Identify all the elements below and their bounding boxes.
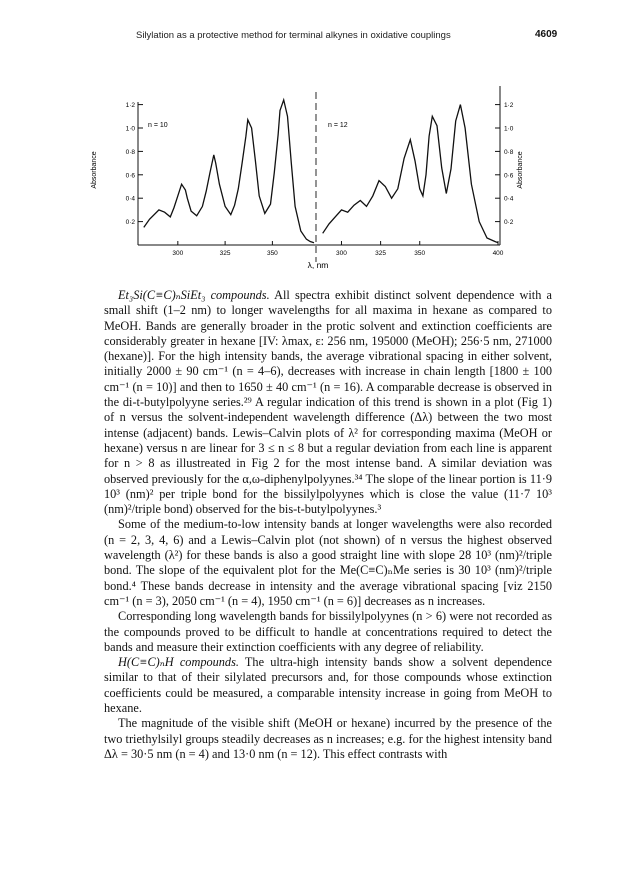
left-y-tick-label: 1·2: [125, 102, 135, 110]
right-x-tick-label: 325: [375, 250, 387, 257]
left-y-tick-label: 0·4: [125, 195, 135, 203]
paragraph-parent-polyynes: [104, 655, 552, 716]
left-panel-label: n = 10: [148, 122, 168, 129]
right-y-tick-label: 0·6: [504, 172, 514, 180]
left-x-tick-label: 325: [219, 250, 231, 257]
left-y-tick-label: 0·6: [125, 172, 135, 180]
right-spectrum-line: [323, 105, 498, 243]
left-spectrum-line: [144, 100, 314, 243]
left-y-tick-label: 0·8: [125, 148, 135, 156]
right-y-tick-label: 0·4: [504, 195, 514, 203]
running-title: Silylation as a protective method for terminal alkynes in oxidative couplings: [136, 30, 451, 41]
right-x-tick-label: 400: [492, 250, 504, 257]
section-heading-parent: H(C≡C)ₙH compounds.: [118, 655, 239, 670]
article-body: [104, 288, 552, 762]
section-heading-silylated: Et₃Si(C≡C)ₙSiEt₃ compounds.: [118, 288, 270, 302]
right-y-axis-label: Absorbance: [517, 151, 524, 189]
left-y-axis-label: Absorbance: [91, 151, 98, 189]
right-x-tick-label: 300: [336, 250, 347, 257]
left-y-tick-label: 0·2: [125, 219, 135, 227]
paragraph-bissilylpolyynes: Corresponding long wavelength bands for bissilylpolyynes (n > 6) were not recorded as the compounds proved to be difficult to handle at concentrations required to detect the bands and measure their extinction coefficients with any degree of reliability.: [104, 609, 552, 654]
uv-spectra-figure: [0, 0, 624, 285]
right-y-tick-label: 0·2: [504, 219, 514, 227]
paragraph-text: The ultra-high intensity bands show a solvent dependence similar to that of their silylated precursors and, for those compounds whose extinction coefficients could be measured, a comparable intensity increase in going from MeOH to hexane.: [104, 655, 552, 716]
right-x-tick-label: 350: [414, 250, 426, 257]
right-spectrum-panel: [316, 86, 524, 257]
left-x-tick-label: 350: [266, 250, 278, 257]
paragraph-text: All spectra exhibit distinct solvent dependence with a small shift (1–2 nm) to longer wavelengths for all maxima in hexane as compared to MeOH. Bands are generally broader in the protic solvent and extinction coefficients are considerably greater in hexane [IV: λmax, ε: 256 nm, 195000 (MeOH); 256·5 nm, 271000 (hexane)]. For the high intensity bands, the average vibrational spacing in either solvent, initially 2000 ± 90 cm⁻¹ (n = 4–6), decreases with increase in chain length [1800 ± 100 cm⁻¹ (n = 10)] and then to 1650 ± 40 cm⁻¹ (n = 16). A comparable decrease is observed in the di-t-butylpolyyne series.²⁹ A regular indication of this trend is shown in a plot (Fig 1) of n versus the solvent-independent wavelength difference (Δλ) between the two most intense (adjacent) bands. Lewis–Calvin plots of λ² for corresponding maxima (MeOH or hexane) versus n are linear for 3 ≤ n ≤ 8 but a regular deviation from each line is apparent for n > 8 as illustreated in Fig 2 for the most intense band. A similar deviation was observed previously for the α,ω-diphenylpolyynes.³⁴ The slope of the linear portion is 11·9 10³ (nm)² per triple bond for the bissilylpolyynes which is close the value (11·7 10³ (nm)²/triple bond) observed for the bis-t-butylpolyynes.³: [104, 288, 552, 517]
left-x-tick-label: 300: [172, 250, 184, 257]
left-spectrum-panel: [91, 100, 316, 257]
x-axis-label: λ, nm: [307, 260, 329, 270]
right-panel-label: n = 12: [328, 122, 348, 129]
page-number: 4609: [535, 29, 558, 40]
right-y-tick-label: 1·0: [504, 125, 514, 133]
paragraph-shift: The magnitude of the visible shift (MeOH or hexane) incurred by the presence of the two triethylsilyl groups steadily decreases as n increases; e.g. for the highest intensity band Δλ = 30·5 nm (n = 4) and 13·0 nm (n = 12). This effect contrasts with: [104, 716, 552, 761]
right-y-tick-label: 0·8: [504, 148, 514, 156]
paragraph-silylated-compounds: [104, 288, 552, 517]
right-y-tick-label: 1·2: [504, 102, 514, 110]
left-y-tick-label: 1·0: [125, 125, 135, 133]
paragraph-long-wavelength: Some of the medium-to-low intensity bands at longer wavelengths were also recorded (n = 2, 3, 4, 6) and a Lewis–Calvin plot (not shown) of n versus the highest observed wavelength (λ²) for these bands is also a good straight line with slope 28 10³ (nm)²/triple bond. The slope of the equivalent plot for the Me(C≡C)ₙMe series is 30 10³ (nm)²/triple bond.⁴ These bands decrease in intensity and the average vibrational spacing [viz 2150 cm⁻¹ (n = 3), 2050 cm⁻¹ (n = 4), 1950 cm⁻¹ (n = 6)] decreases as n increases.: [104, 517, 552, 608]
